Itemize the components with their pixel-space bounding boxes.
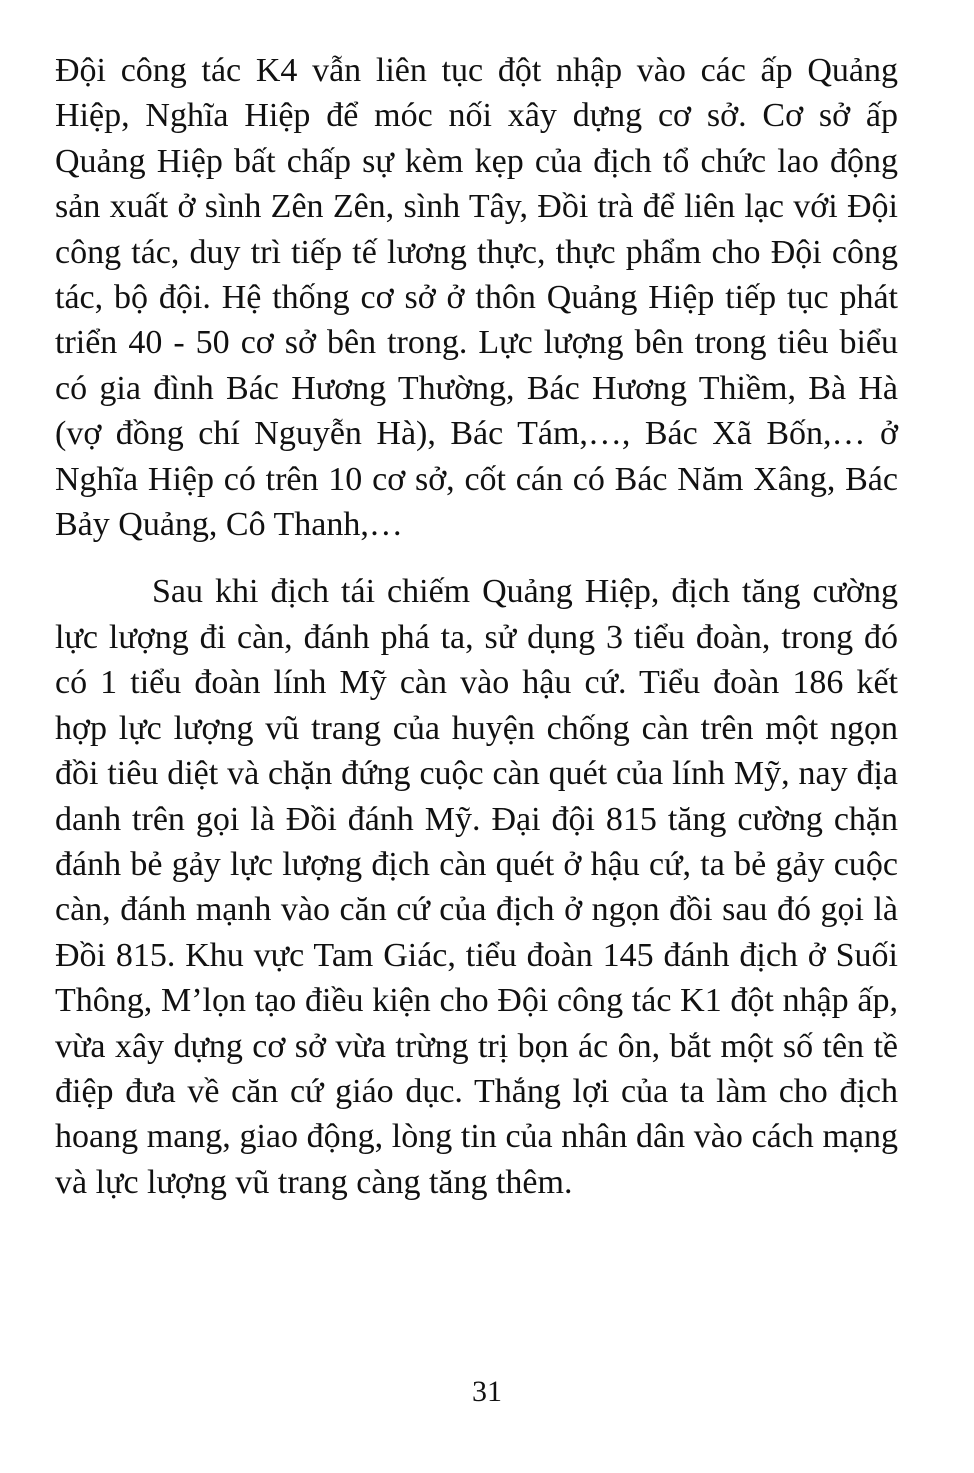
paragraph-2: Sau khi địch tái chiếm Quảng Hiệp, địch tăng cường lực lượng đi càn, đánh phá ta, sử dụng 3 tiểu đoàn, trong đó có 1 tiểu đoàn lính Mỹ càn vào hậu cứ. Tiểu đoàn 186 kết hợp lực lượng vũ trang của huyện chống càn trên một ngọn đồi tiêu diệt và chặn đứng cuộc càn quét của lính Mỹ, nay địa danh trên gọi là Đồi đánh Mỹ. Đại đội 815 tăng cường chặn đánh bẻ gảy lực lượng địch càn quét ở hậu cứ, ta bẻ gảy cuộc càn, đánh mạnh vào căn cứ của địch ở ngọn đồi sau đó gọi là Đồi 815. Khu vực Tam Giác, tiểu đoàn 145 đánh địch ở Suối Thông, M’lọn tạo điều kiện cho Đội công tác K1 đột nhập ấp, vừa xây dựng cơ sở vừa trừng trị bọn ác ôn, bắt một số tên tề điệp đưa về căn cứ giáo dục. Thắng lợi của ta làm cho địch hoang mang, giao động, lòng tin của nhân dân vào cách mạng và lực lượng vũ trang càng tăng thêm. [55,573,898,1201]
page-number: 31 [472,1375,502,1408]
paragraph-1: Đội công tác K4 vẫn liên tục đột nhập vào các ấp Quảng Hiệp, Nghĩa Hiệp để móc nối xây dựng cơ sở. Cơ sở ấp Quảng Hiệp bất chấp sự kèm kẹp của địch tổ chức lao động sản xuất ở sình Zên Zên, sình Tây, Đồi trà để liên lạc với Đội công tác, duy trì tiếp tế lương thực, thực phẩm cho Đội công tác, bộ đội. Hệ thống cơ sở ở thôn Quảng Hiệp tiếp tục phát triển 40 - 50 cơ sở bên trong. Lực lượng bên trong tiêu biểu có gia đình Bác Hương Thường, Bác Hương Thiềm, Bà Hà (vợ đồng chí Nguyễn Hà), Bác Tám,…, Bác Xã Bốn,… ở Nghĩa Hiệp có trên 10 cơ sở, cốt cán có Bác Năm Xâng, Bác Bảy Quảng, Cô Thanh,… [55,52,898,544]
page-body [55,48,898,1205]
